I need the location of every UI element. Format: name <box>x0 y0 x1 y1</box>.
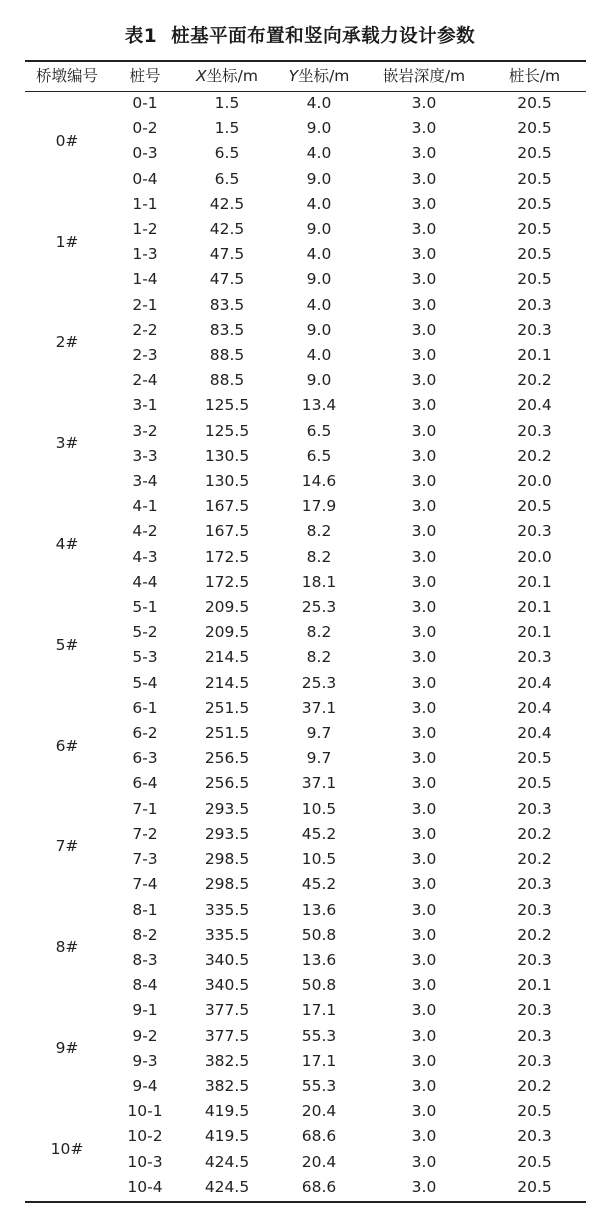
rock-depth-cell: 3.0 <box>411 346 437 365</box>
rock-depth-cell: 3.0 <box>411 320 437 339</box>
table-row <box>25 469 586 494</box>
x-coord-cell: 214.5 <box>204 673 250 692</box>
table-row <box>25 898 586 923</box>
table-row <box>25 1124 586 1149</box>
rock-depth-cell: 3.0 <box>411 522 437 541</box>
pile-id-cell: 2-3 <box>132 346 158 365</box>
pile-length-cell: 20.5 <box>517 774 552 793</box>
rock-depth-cell: 3.0 <box>411 799 437 818</box>
pier-cell: 4# <box>55 535 79 554</box>
table-row <box>25 393 586 418</box>
table-title: 桩基平面布置和竖向承载力设计参数 <box>171 26 476 47</box>
pile-length-cell: 20.5 <box>517 144 552 163</box>
table-row <box>25 923 586 948</box>
pile-length-cell: 20.0 <box>517 472 552 491</box>
pier-cell: 6# <box>55 736 79 755</box>
y-coord-cell: 25.3 <box>301 673 337 692</box>
x-coord-cell: 172.5 <box>204 572 250 591</box>
header-x-var: X <box>196 67 207 85</box>
rock-depth-cell: 3.0 <box>411 371 437 390</box>
y-coord-cell: 68.6 <box>301 1127 337 1146</box>
rock-depth-cell: 3.0 <box>411 144 437 163</box>
pile-length-cell: 20.5 <box>517 194 552 213</box>
x-coord-cell: 424.5 <box>204 1152 250 1171</box>
pile-id-cell: 8-2 <box>132 925 158 944</box>
x-coord-cell: 340.5 <box>204 950 250 969</box>
rock-depth-cell: 3.0 <box>411 1152 437 1171</box>
pile-length-cell: 20.3 <box>517 1001 552 1020</box>
y-coord-cell: 4.0 <box>306 94 332 112</box>
pile-length-cell: 20.0 <box>517 547 552 566</box>
y-coord-cell: 6.5 <box>306 446 332 465</box>
y-coord-cell: 37.1 <box>301 774 337 793</box>
y-coord-cell: 17.1 <box>301 1001 337 1020</box>
x-coord-cell: 298.5 <box>204 875 250 894</box>
y-coord-cell: 37.1 <box>301 698 337 717</box>
pier-cell: 7# <box>55 837 79 856</box>
y-coord-cell: 25.3 <box>301 598 337 617</box>
x-coord-cell: 47.5 <box>209 270 245 289</box>
table-row <box>25 948 586 973</box>
rock-depth-cell: 3.0 <box>411 774 437 793</box>
x-coord-cell: 167.5 <box>204 497 250 516</box>
pile-id-cell: 8-3 <box>132 950 158 969</box>
x-coord-cell: 209.5 <box>204 623 250 642</box>
pile-data-table <box>25 91 586 1200</box>
pile-length-cell: 20.4 <box>517 724 552 743</box>
pile-id-cell: 1-3 <box>132 245 158 264</box>
pile-id-cell: 6-2 <box>132 724 158 743</box>
x-coord-cell: 83.5 <box>209 295 245 314</box>
rock-depth-cell: 3.0 <box>411 623 437 642</box>
pile-id-cell: 2-2 <box>132 320 158 339</box>
y-coord-cell: 8.2 <box>306 623 332 642</box>
table-row <box>25 141 586 166</box>
pile-length-cell: 20.4 <box>517 673 552 692</box>
header-y-var: Y <box>288 67 299 85</box>
x-coord-cell: 382.5 <box>204 1076 250 1095</box>
rock-depth-cell: 3.0 <box>411 698 437 717</box>
rock-depth-cell: 3.0 <box>411 976 437 995</box>
pile-id-cell: 7-1 <box>132 799 158 818</box>
pile-id-cell: 3-3 <box>132 446 158 465</box>
table-row <box>25 519 586 544</box>
x-coord-cell: 130.5 <box>204 446 250 465</box>
table-row <box>25 1150 586 1175</box>
x-coord-cell: 377.5 <box>204 1001 250 1020</box>
rock-depth-cell: 3.0 <box>411 472 437 491</box>
table-row <box>25 847 586 872</box>
pile-length-cell: 20.1 <box>517 623 552 642</box>
rock-depth-cell: 3.0 <box>411 94 437 112</box>
pile-id-cell: 7-3 <box>132 850 158 869</box>
x-coord-cell: 419.5 <box>204 1127 250 1146</box>
pile-length-cell: 20.5 <box>517 94 552 112</box>
pile-id-cell: 9-3 <box>132 1051 158 1070</box>
pile-id-cell: 7-4 <box>132 875 158 894</box>
pier-cell: 9# <box>55 1039 79 1058</box>
y-coord-cell: 4.0 <box>306 346 332 365</box>
pile-length-cell: 20.3 <box>517 522 552 541</box>
table-row <box>25 822 586 847</box>
pile-length-cell: 20.2 <box>517 1076 552 1095</box>
pile-length-cell: 20.3 <box>517 875 552 894</box>
pile-length-cell: 20.5 <box>517 245 552 264</box>
rock-depth-cell: 3.0 <box>411 648 437 667</box>
y-coord-cell: 10.5 <box>301 799 337 818</box>
y-coord-cell: 9.0 <box>306 220 332 239</box>
x-coord-cell: 251.5 <box>204 724 250 743</box>
x-coord-cell: 130.5 <box>204 472 250 491</box>
pile-id-cell: 0-2 <box>132 119 158 138</box>
pile-length-cell: 20.1 <box>517 598 552 617</box>
y-coord-cell: 68.6 <box>301 1177 337 1196</box>
table-row <box>25 1049 586 1074</box>
x-coord-cell: 298.5 <box>204 850 250 869</box>
pile-id-cell: 10-3 <box>127 1152 163 1171</box>
pier-cell: 10# <box>50 1139 84 1158</box>
pile-length-cell: 20.2 <box>517 850 552 869</box>
y-coord-cell: 50.8 <box>301 925 337 944</box>
pile-id-cell: 5-2 <box>132 623 158 642</box>
y-coord-cell: 13.4 <box>301 396 337 415</box>
table-number: 表1 <box>124 26 158 47</box>
pile-id-cell: 1-1 <box>132 194 158 213</box>
table-row <box>25 671 586 696</box>
pile-length-cell: 20.5 <box>517 749 552 768</box>
y-coord-cell: 9.0 <box>306 270 332 289</box>
y-coord-cell: 4.0 <box>306 144 332 163</box>
bottom-rule <box>25 1201 586 1203</box>
y-coord-cell: 55.3 <box>301 1076 337 1095</box>
pile-id-cell: 8-1 <box>132 900 158 919</box>
table-row <box>25 998 586 1023</box>
pile-id-cell: 5-4 <box>132 673 158 692</box>
pile-length-cell: 20.3 <box>517 1026 552 1045</box>
table-header <box>25 61 586 91</box>
rock-depth-cell: 3.0 <box>411 220 437 239</box>
pile-length-cell: 20.3 <box>517 648 552 667</box>
x-coord-cell: 251.5 <box>204 698 250 717</box>
pile-id-cell: 4-4 <box>132 572 158 591</box>
pile-length-cell: 20.5 <box>517 1152 552 1171</box>
y-coord-cell: 17.1 <box>301 1051 337 1070</box>
header-rock-depth: 嵌岩深度/m <box>382 67 466 85</box>
table-row <box>25 872 586 897</box>
y-coord-cell: 8.2 <box>306 547 332 566</box>
rock-depth-cell: 3.0 <box>411 497 437 516</box>
y-coord-cell: 9.0 <box>306 169 332 188</box>
table-row <box>25 570 586 595</box>
y-coord-cell: 9.0 <box>306 320 332 339</box>
pier-cell: 2# <box>55 333 79 352</box>
pile-id-cell: 10-1 <box>127 1102 163 1121</box>
rock-depth-cell: 3.0 <box>411 749 437 768</box>
pile-id-cell: 5-1 <box>132 598 158 617</box>
table-row <box>25 343 586 368</box>
x-coord-cell: 335.5 <box>204 925 250 944</box>
table-row <box>25 721 586 746</box>
x-coord-cell: 340.5 <box>204 976 250 995</box>
y-coord-cell: 8.2 <box>306 522 332 541</box>
y-coord-cell: 18.1 <box>301 572 337 591</box>
pile-id-cell: 3-4 <box>132 472 158 491</box>
y-coord-cell: 9.0 <box>306 371 332 390</box>
x-coord-cell: 47.5 <box>209 245 245 264</box>
pile-id-cell: 1-4 <box>132 270 158 289</box>
rock-depth-cell: 3.0 <box>411 1102 437 1121</box>
pier-cell: 0# <box>55 131 79 150</box>
pier-cell: 5# <box>55 635 79 654</box>
y-coord-cell: 4.0 <box>306 295 332 314</box>
pile-id-cell: 3-2 <box>132 421 158 440</box>
y-coord-cell: 17.9 <box>301 497 337 516</box>
pile-id-cell: 10-2 <box>127 1127 163 1146</box>
y-coord-cell: 10.5 <box>301 850 337 869</box>
pile-length-cell: 20.5 <box>517 169 552 188</box>
x-coord-cell: 42.5 <box>209 220 245 239</box>
y-coord-cell: 14.6 <box>301 472 337 491</box>
pile-id-cell: 4-1 <box>132 497 158 516</box>
pile-length-cell: 20.2 <box>517 925 552 944</box>
pile-id-cell: 6-4 <box>132 774 158 793</box>
x-coord-cell: 167.5 <box>204 522 250 541</box>
x-coord-cell: 424.5 <box>204 1177 250 1196</box>
x-coord-cell: 214.5 <box>204 648 250 667</box>
y-coord-cell: 20.4 <box>301 1152 337 1171</box>
pile-length-cell: 20.4 <box>517 396 552 415</box>
pile-length-cell: 20.1 <box>517 976 552 995</box>
table-row <box>25 217 586 242</box>
rock-depth-cell: 3.0 <box>411 824 437 843</box>
rock-depth-cell: 3.0 <box>411 673 437 692</box>
pile-id-cell: 1-2 <box>132 220 158 239</box>
pile-id-cell: 5-3 <box>132 648 158 667</box>
rock-depth-cell: 3.0 <box>411 598 437 617</box>
pile-id-cell: 4-3 <box>132 547 158 566</box>
pile-id-cell: 10-4 <box>127 1177 163 1196</box>
pier-cell: 1# <box>55 232 79 251</box>
pile-id-cell: 2-4 <box>132 371 158 390</box>
table-row <box>25 696 586 721</box>
x-coord-cell: 83.5 <box>209 320 245 339</box>
y-coord-cell: 13.6 <box>301 950 337 969</box>
y-coord-cell: 13.6 <box>301 900 337 919</box>
y-coord-cell: 45.2 <box>301 875 337 894</box>
y-coord-cell: 4.0 <box>306 245 332 264</box>
y-coord-cell: 9.7 <box>306 749 332 768</box>
table-row <box>25 444 586 469</box>
x-coord-cell: 256.5 <box>204 749 250 768</box>
y-coord-cell: 45.2 <box>301 824 337 843</box>
rock-depth-cell: 3.0 <box>411 925 437 944</box>
pile-id-cell: 0-1 <box>132 94 158 112</box>
pile-id-cell: 9-4 <box>132 1076 158 1095</box>
rock-depth-cell: 3.0 <box>411 1177 437 1196</box>
pile-length-cell: 20.3 <box>517 1127 552 1146</box>
y-coord-cell: 55.3 <box>301 1026 337 1045</box>
y-coord-cell: 50.8 <box>301 976 337 995</box>
rock-depth-cell: 3.0 <box>411 295 437 314</box>
header-pier: 桥墩编号 <box>35 67 98 85</box>
x-coord-cell: 419.5 <box>204 1102 250 1121</box>
pile-length-cell: 20.3 <box>517 295 552 314</box>
pile-length-cell: 20.2 <box>517 371 552 390</box>
table-row <box>25 1175 586 1200</box>
pile-length-cell: 20.1 <box>517 572 552 591</box>
x-coord-cell: 256.5 <box>204 774 250 793</box>
x-coord-cell: 88.5 <box>209 371 245 390</box>
x-coord-cell: 293.5 <box>204 799 250 818</box>
pile-length-cell: 20.1 <box>517 346 552 365</box>
x-coord-cell: 42.5 <box>209 194 245 213</box>
rock-depth-cell: 3.0 <box>411 875 437 894</box>
pier-cell: 8# <box>55 938 79 957</box>
rock-depth-cell: 3.0 <box>411 270 437 289</box>
table-row <box>25 545 586 570</box>
header-x-rest: 坐标/m <box>206 67 258 85</box>
header-y-rest: 坐标/m <box>298 67 350 85</box>
table-row <box>25 973 586 998</box>
pile-id-cell: 3-1 <box>132 396 158 415</box>
header-length: 桩长/m <box>508 67 561 85</box>
pile-id-cell: 2-1 <box>132 295 158 314</box>
x-coord-cell: 1.5 <box>214 119 240 138</box>
x-coord-cell: 125.5 <box>204 421 250 440</box>
pile-id-cell: 9-1 <box>132 1001 158 1020</box>
x-coord-cell: 382.5 <box>204 1051 250 1070</box>
table-row <box>25 368 586 393</box>
table-row <box>25 293 586 318</box>
y-coord-cell: 9.0 <box>306 119 332 138</box>
x-coord-cell: 377.5 <box>204 1026 250 1045</box>
rock-depth-cell: 3.0 <box>411 446 437 465</box>
x-coord-cell: 1.5 <box>214 94 240 112</box>
pile-length-cell: 20.4 <box>517 698 552 717</box>
table-body <box>25 91 586 1200</box>
y-coord-cell: 4.0 <box>306 194 332 213</box>
table-row <box>25 494 586 519</box>
pile-id-cell: 6-1 <box>132 698 158 717</box>
table-row <box>25 242 586 267</box>
pile-length-cell: 20.5 <box>517 119 552 138</box>
rock-depth-cell: 3.0 <box>411 245 437 264</box>
pile-id-cell: 0-3 <box>132 144 158 163</box>
rock-depth-cell: 3.0 <box>411 724 437 743</box>
table-row <box>25 116 586 141</box>
y-coord-cell: 8.2 <box>306 648 332 667</box>
table-row <box>25 419 586 444</box>
pile-length-cell: 20.3 <box>517 1051 552 1070</box>
pile-length-cell: 20.2 <box>517 824 552 843</box>
table-row <box>25 167 586 192</box>
table-row <box>25 267 586 292</box>
pier-cell: 3# <box>55 434 79 453</box>
y-coord-cell: 20.4 <box>301 1102 337 1121</box>
rock-depth-cell: 3.0 <box>411 421 437 440</box>
x-coord-cell: 6.5 <box>214 144 240 163</box>
y-coord-cell: 6.5 <box>306 421 332 440</box>
pile-id-cell: 6-3 <box>132 749 158 768</box>
x-coord-cell: 6.5 <box>214 169 240 188</box>
rock-depth-cell: 3.0 <box>411 547 437 566</box>
table-row <box>25 746 586 771</box>
rock-depth-cell: 3.0 <box>411 396 437 415</box>
pile-length-cell: 20.3 <box>517 799 552 818</box>
pile-id-cell: 9-2 <box>132 1026 158 1045</box>
y-coord-cell: 9.7 <box>306 724 332 743</box>
table-row <box>25 1099 586 1124</box>
pile-length-cell: 20.5 <box>517 220 552 239</box>
table-row <box>25 797 586 822</box>
pile-length-cell: 20.5 <box>517 270 552 289</box>
rock-depth-cell: 3.0 <box>411 572 437 591</box>
x-coord-cell: 293.5 <box>204 824 250 843</box>
rock-depth-cell: 3.0 <box>411 1051 437 1070</box>
rock-depth-cell: 3.0 <box>411 119 437 138</box>
pile-length-cell: 20.5 <box>517 1177 552 1196</box>
x-coord-cell: 209.5 <box>204 598 250 617</box>
rock-depth-cell: 3.0 <box>411 900 437 919</box>
pile-length-cell: 20.2 <box>517 446 552 465</box>
header-pile: 桩号 <box>129 67 161 85</box>
x-coord-cell: 335.5 <box>204 900 250 919</box>
table-row <box>25 91 586 116</box>
x-coord-cell: 172.5 <box>204 547 250 566</box>
table-row <box>25 192 586 217</box>
rock-depth-cell: 3.0 <box>411 1026 437 1045</box>
pile-id-cell: 8-4 <box>132 976 158 995</box>
pile-length-cell: 20.3 <box>517 950 552 969</box>
pile-length-cell: 20.5 <box>517 1102 552 1121</box>
table-row <box>25 620 586 645</box>
rock-depth-cell: 3.0 <box>411 1127 437 1146</box>
x-coord-cell: 88.5 <box>209 346 245 365</box>
table-row <box>25 771 586 796</box>
pile-id-cell: 4-2 <box>132 522 158 541</box>
pile-length-cell: 20.3 <box>517 900 552 919</box>
rock-depth-cell: 3.0 <box>411 850 437 869</box>
table-row <box>25 1024 586 1049</box>
pile-length-cell: 20.3 <box>517 421 552 440</box>
pile-id-cell: 7-2 <box>132 824 158 843</box>
pile-id-cell: 0-4 <box>132 169 158 188</box>
table-caption <box>0 22 600 48</box>
table-row <box>25 645 586 670</box>
table-row <box>25 318 586 343</box>
rock-depth-cell: 3.0 <box>411 194 437 213</box>
header-x <box>181 61 273 91</box>
header-y <box>273 61 365 91</box>
table-row <box>25 595 586 620</box>
header-row <box>25 61 586 91</box>
rock-depth-cell: 3.0 <box>411 1076 437 1095</box>
pile-length-cell: 20.3 <box>517 320 552 339</box>
pile-length-cell: 20.5 <box>517 497 552 516</box>
rock-depth-cell: 3.0 <box>411 950 437 969</box>
rock-depth-cell: 3.0 <box>411 1001 437 1020</box>
table-row <box>25 1074 586 1099</box>
rock-depth-cell: 3.0 <box>411 169 437 188</box>
x-coord-cell: 125.5 <box>204 396 250 415</box>
